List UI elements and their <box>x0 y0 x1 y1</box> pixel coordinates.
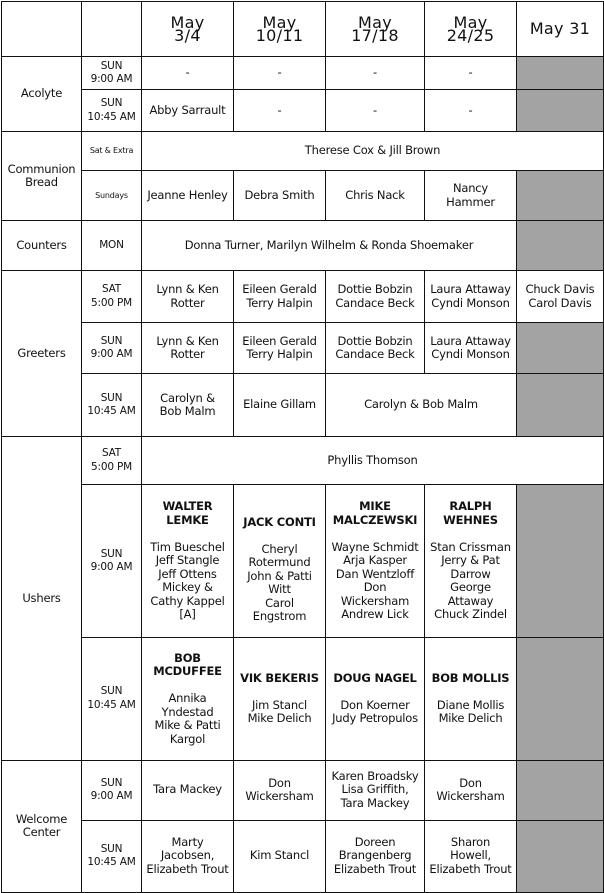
usher-team-cell <box>234 485 326 638</box>
usher-names: Diane Mollis Mike Delich <box>436 697 505 726</box>
greeters-row-sat <box>2 271 604 323</box>
time-cell: MON <box>82 221 142 271</box>
ushers-row-sat <box>2 437 604 485</box>
usher-names: Stan Crissman Jerry & Pat Darrow George Attaway Chuck Zindel <box>430 539 511 622</box>
schedule-cell: Lynn & Ken Rotter <box>142 271 234 323</box>
time-cell: SUN 10:45 AM <box>82 820 142 892</box>
usher-names: Tim Bueschel Jeff Stangle Jeff Ottens Mickey & Cathy Kappel [A] <box>150 539 225 622</box>
schedule-cell: Nancy Hammer <box>425 171 517 221</box>
date-header: May 3/4 <box>142 2 234 57</box>
schedule-cell: Sharon Howell, Elizabeth Trout <box>425 820 517 892</box>
unavailable-cell <box>517 485 604 638</box>
role-acolyte: Acolyte <box>2 57 82 132</box>
acolyte-row-sun9 <box>2 57 604 90</box>
usher-captain: BOB MCDUFFEE <box>153 650 222 678</box>
usher-captain: WALTER LEMKE <box>162 499 213 527</box>
schedule-cell: Elaine Gillam <box>234 374 326 437</box>
unavailable-cell <box>517 760 604 820</box>
usher-team-cell <box>326 485 425 638</box>
time-cell: SUN 9:00 AM <box>82 760 142 820</box>
schedule-cell: Laura Attaway Cyndi Monson <box>425 323 517 374</box>
schedule-cell: - <box>234 90 326 132</box>
role-greeters: Greeters <box>2 271 82 437</box>
corner-cell-time <box>82 2 142 57</box>
schedule-cell: - <box>326 57 425 90</box>
unavailable-cell <box>517 171 604 221</box>
schedule-cell: - <box>326 90 425 132</box>
schedule-cell: Chris Nack <box>326 171 425 221</box>
usher-captain: BOB MOLLIS <box>431 670 510 685</box>
time-cell: SUN 9:00 AM <box>82 57 142 90</box>
usher-team-cell <box>425 638 517 761</box>
usher-names: Cheryl Rotermund John & Patti Witt Carol Engstrom <box>247 541 312 623</box>
time-cell: Sat & Extra <box>82 132 142 171</box>
time-cell: SUN 9:00 AM <box>82 323 142 374</box>
time-cell: SAT 5:00 PM <box>82 271 142 323</box>
unavailable-cell <box>517 374 604 437</box>
schedule-cell: Laura Attaway Cyndi Monson <box>425 271 517 323</box>
schedule-cell: Dottie Bobzin Candace Beck <box>326 271 425 323</box>
role-welcome-center: Welcome Center <box>2 760 82 892</box>
schedule-cell: Don Wickersham <box>425 760 517 820</box>
date-header: May 31 <box>517 2 604 57</box>
usher-captain: VIK BEKERIS <box>240 670 319 685</box>
schedule-cell: - <box>142 57 234 90</box>
schedule-cell: - <box>425 57 517 90</box>
schedule-cell: - <box>425 90 517 132</box>
schedule-table <box>1 1 604 893</box>
schedule-cell: Marty Jacobsen, Elizabeth Trout <box>142 820 234 892</box>
usher-captain: DOUG NAGEL <box>333 670 417 685</box>
role-ushers: Ushers <box>2 437 82 761</box>
date-header: May 24/25 <box>425 2 517 57</box>
schedule-cell: Doreen Brangenberg Elizabeth Trout <box>326 820 425 892</box>
unavailable-cell <box>517 820 604 892</box>
greeters-row-sun1045 <box>2 374 604 437</box>
unavailable-cell <box>517 638 604 761</box>
counters-row <box>2 221 604 271</box>
usher-names: Don Koerner Judy Petropulos <box>332 697 418 726</box>
usher-names: Annika Yndestad Mike & Patti Kargol <box>154 691 221 746</box>
time-cell: SUN 10:45 AM <box>82 90 142 132</box>
schedule-cell: Kim Stancl <box>234 820 326 892</box>
role-counters: Counters <box>2 221 82 271</box>
schedule-span-cell: Carolyn & Bob Malm <box>326 374 517 437</box>
time-cell: SAT 5:00 PM <box>82 437 142 485</box>
schedule-cell: Dottie Bobzin Candace Beck <box>326 323 425 374</box>
schedule-cell: Abby Sarrault <box>142 90 234 132</box>
schedule-cell: Carolyn & Bob Malm <box>142 374 234 437</box>
schedule-span-cell: Donna Turner, Marilyn Wilhelm & Ronda Shoemaker <box>142 221 517 271</box>
unavailable-cell <box>517 90 604 132</box>
usher-captain: RALPH WEHNES <box>443 499 498 527</box>
time-cell: SUN 9:00 AM <box>82 485 142 638</box>
schedule-span-cell: Phyllis Thomson <box>142 437 604 485</box>
usher-captain: JACK CONTI <box>243 514 316 529</box>
schedule-cell: Don Wickersham <box>234 760 326 820</box>
header-row <box>2 2 604 57</box>
schedule-cell: Lynn & Ken Rotter <box>142 323 234 374</box>
ushers-row-sun9 <box>2 485 604 638</box>
unavailable-cell <box>517 221 604 271</box>
schedule-cell: - <box>234 57 326 90</box>
schedule-span-cell: Therese Cox & Jill Brown <box>142 132 604 171</box>
schedule-cell: Karen Broadsky Lisa Griffith, Tara Mackey <box>326 760 425 820</box>
schedule-cell: Chuck Davis Carol Davis <box>517 271 604 323</box>
usher-captain: MIKE MALCZEWSKI <box>332 499 418 527</box>
schedule-cell: Eileen Gerald Terry Halpin <box>234 271 326 323</box>
usher-names: Jim Stancl Mike Delich <box>247 697 312 726</box>
usher-team-cell <box>142 638 234 761</box>
usher-names: Wayne Schmidt Arja Kasper Dan Wentzloff Don Wickersham Andrew Lick <box>331 539 419 622</box>
schedule-cell: Debra Smith <box>234 171 326 221</box>
welcome-row-sun1045 <box>2 820 604 892</box>
communion-row-sat <box>2 132 604 171</box>
time-cell: SUN 10:45 AM <box>82 374 142 437</box>
acolyte-row-sun1045 <box>2 90 604 132</box>
schedule-cell: Jeanne Henley <box>142 171 234 221</box>
welcome-row-sun9 <box>2 760 604 820</box>
usher-team-cell <box>234 638 326 761</box>
ushers-row-sun1045 <box>2 638 604 761</box>
greeters-row-sun9 <box>2 323 604 374</box>
date-header: May 10/11 <box>234 2 326 57</box>
unavailable-cell <box>517 323 604 374</box>
time-cell: SUN 10:45 AM <box>82 638 142 761</box>
time-cell: Sundays <box>82 171 142 221</box>
date-header: May 17/18 <box>326 2 425 57</box>
usher-team-cell <box>142 485 234 638</box>
usher-team-cell <box>326 638 425 761</box>
usher-team-cell <box>425 485 517 638</box>
communion-row-sun <box>2 171 604 221</box>
role-communion-bread: Communion Bread <box>2 132 82 221</box>
schedule-cell: Eileen Gerald Terry Halpin <box>234 323 326 374</box>
corner-cell <box>2 2 82 57</box>
schedule-cell: Tara Mackey <box>142 760 234 820</box>
unavailable-cell <box>517 57 604 90</box>
